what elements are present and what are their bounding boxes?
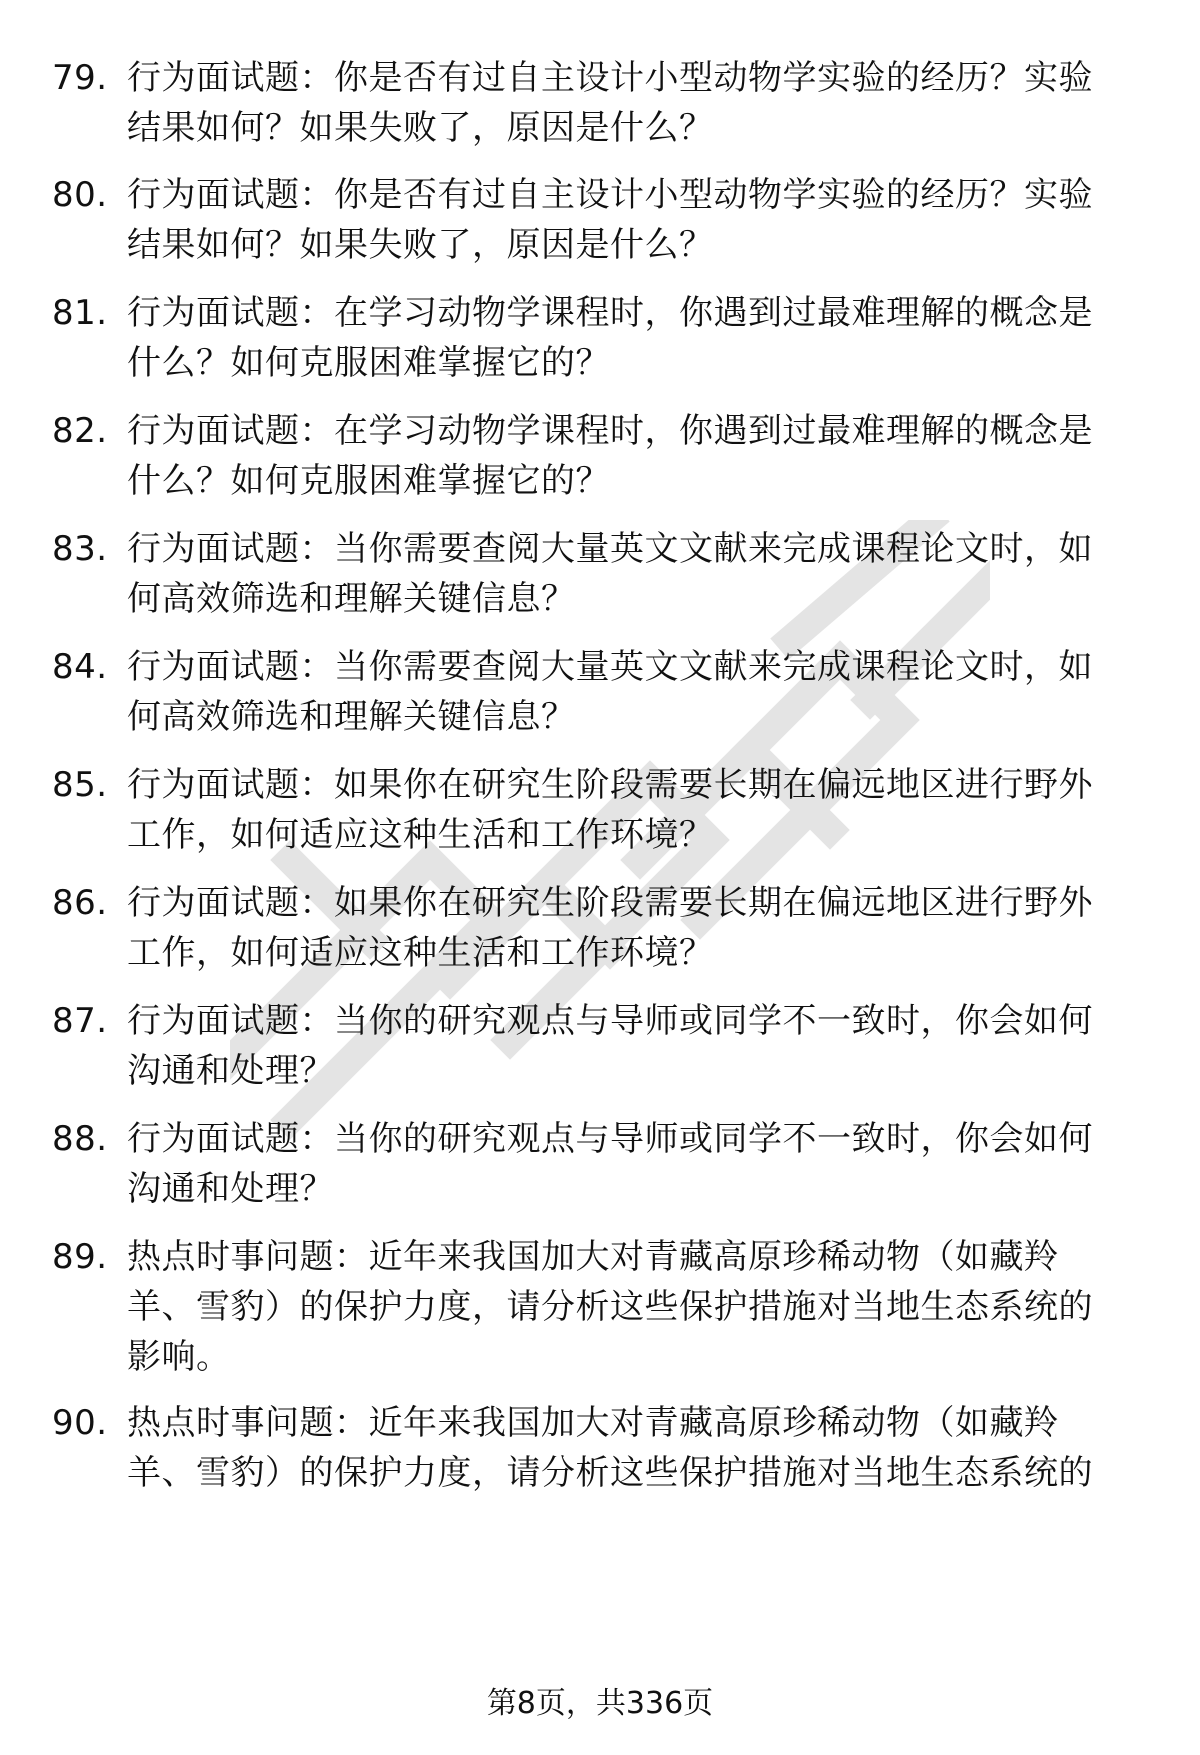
question-number: 80. xyxy=(52,175,108,215)
question-line: 什么？如何克服困难掌握它的？ xyxy=(127,461,610,501)
question-text xyxy=(127,878,1147,978)
question-text xyxy=(127,1398,1147,1498)
question-text xyxy=(127,642,1147,742)
question-line: 行为面试题：当你需要查阅大量英文文献来完成课程论文时，如 xyxy=(127,647,1093,687)
question-line: 工作，如何适应这种生活和工作环境？ xyxy=(127,815,714,855)
question-number: 84. xyxy=(52,647,108,687)
question-line: 何高效筛选和理解关键信息？ xyxy=(127,697,576,737)
question-line: 结果如何？如果失败了，原因是什么？ xyxy=(127,225,714,265)
question-number: 89. xyxy=(52,1237,108,1277)
question-line: 行为面试题：在学习动物学课程时，你遇到过最难理解的概念是 xyxy=(127,411,1093,451)
question-line: 影响。 xyxy=(127,1337,231,1377)
page-indicator: 第8页，共336页 xyxy=(486,1686,714,1721)
question-line: 羊、雪豹）的保护力度，请分析这些保护措施对当地生态系统的 xyxy=(127,1453,1093,1493)
question-line: 行为面试题：当你需要查阅大量英文文献来完成课程论文时，如 xyxy=(127,529,1093,569)
question-line: 沟通和处理？ xyxy=(127,1169,334,1209)
question-number: 87. xyxy=(52,1001,108,1041)
question-number: 79. xyxy=(52,58,108,98)
question-line: 热点时事问题：近年来我国加大对青藏高原珍稀动物（如藏羚 xyxy=(127,1237,1059,1277)
question-number: 81. xyxy=(52,293,108,333)
question-line: 行为面试题：当你的研究观点与导师或同学不一致时，你会如何 xyxy=(127,1119,1093,1159)
question-line: 羊、雪豹）的保护力度，请分析这些保护措施对当地生态系统的 xyxy=(127,1287,1093,1327)
question-text xyxy=(127,53,1147,153)
question-number: 82. xyxy=(52,411,108,451)
question-line: 行为面试题：当你的研究观点与导师或同学不一致时，你会如何 xyxy=(127,1001,1093,1041)
question-line: 行为面试题：如果你在研究生阶段需要长期在偏远地区进行野外 xyxy=(127,883,1093,923)
question-text xyxy=(127,1232,1147,1382)
question-line: 行为面试题：你是否有过自主设计小型动物学实验的经历？实验 xyxy=(127,58,1093,98)
question-line: 何高效筛选和理解关键信息？ xyxy=(127,579,576,619)
question-number: 88. xyxy=(52,1119,108,1159)
question-text xyxy=(127,170,1147,270)
question-line: 沟通和处理？ xyxy=(127,1051,334,1091)
question-text xyxy=(127,1114,1147,1214)
question-text xyxy=(127,996,1147,1096)
question-text xyxy=(127,406,1147,506)
question-text xyxy=(127,524,1147,624)
question-text xyxy=(127,760,1147,860)
question-line: 行为面试题：如果你在研究生阶段需要长期在偏远地区进行野外 xyxy=(127,765,1093,805)
question-number: 83. xyxy=(52,529,108,569)
question-text xyxy=(127,288,1147,388)
question-line: 行为面试题：你是否有过自主设计小型动物学实验的经历？实验 xyxy=(127,175,1093,215)
question-line: 行为面试题：在学习动物学课程时，你遇到过最难理解的概念是 xyxy=(127,293,1093,333)
question-line: 什么？如何克服困难掌握它的？ xyxy=(127,343,610,383)
question-number: 90. xyxy=(52,1403,108,1443)
question-number: 85. xyxy=(52,765,108,805)
question-line: 热点时事问题：近年来我国加大对青藏高原珍稀动物（如藏羚 xyxy=(127,1403,1059,1443)
question-number: 86. xyxy=(52,883,108,923)
question-line: 结果如何？如果失败了，原因是什么？ xyxy=(127,108,714,148)
question-line: 工作，如何适应这种生活和工作环境？ xyxy=(127,933,714,973)
